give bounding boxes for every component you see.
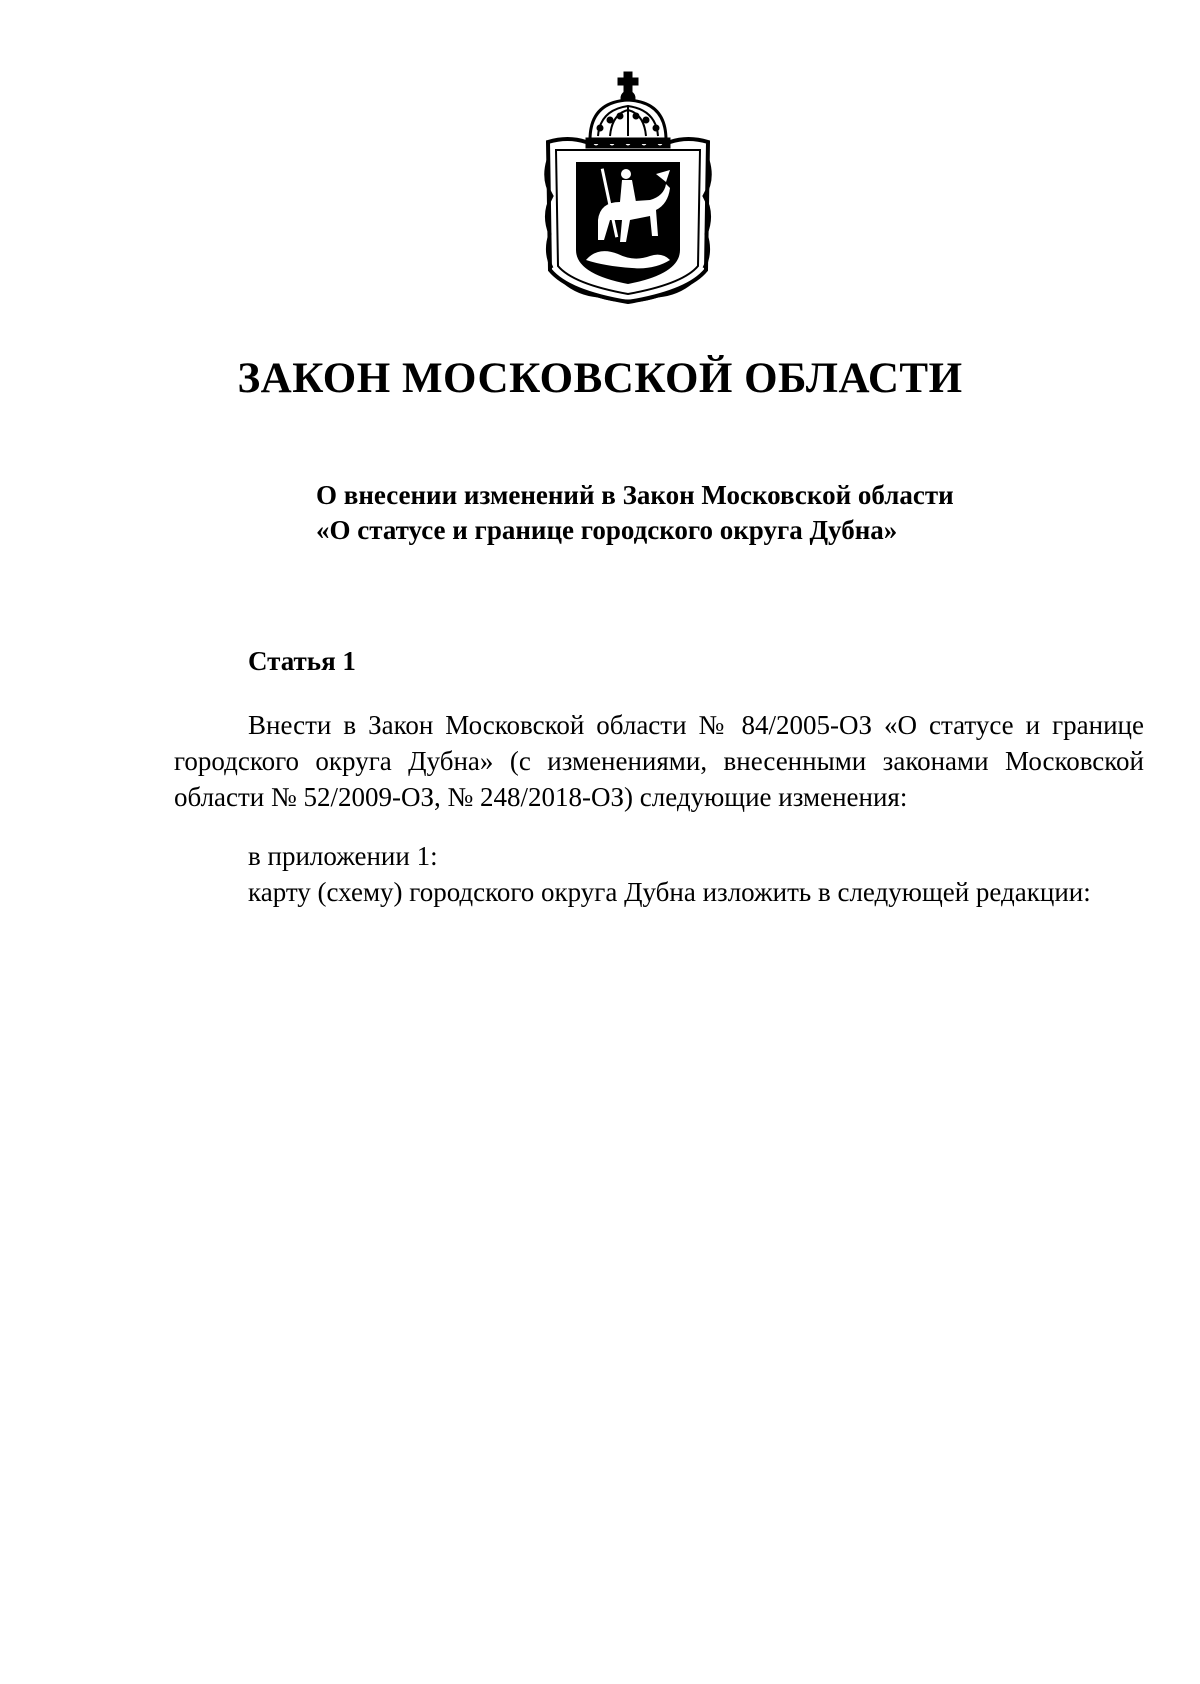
coat-of-arms-icon	[538, 70, 718, 306]
change-text: карту (схему) городского округа Дубна изложить в следующей редакции:	[248, 877, 1091, 907]
change-block	[248, 838, 1091, 910]
article-body-line: Внести в Закон Московской области № 84/2005-ОЗ «О статусе и границе	[248, 710, 1144, 740]
article-body-line: области № 52/2009-ОЗ, № 248/2018-ОЗ) следующие изменения:	[174, 782, 908, 812]
article-heading: Статья 1	[248, 646, 356, 676]
document-subtitle	[316, 478, 954, 548]
article-body	[174, 707, 1144, 815]
document-title: ЗАКОН МОСКОВСКОЙ ОБЛАСТИ	[237, 355, 963, 402]
article-body-line: городского округа Дубна» (с изменениями, внесенными законами Московской	[174, 746, 1144, 776]
subtitle-line-1: О внесении изменений в Закон Московской области	[316, 480, 954, 510]
change-intro: в приложении 1:	[248, 841, 438, 871]
subtitle-line-2: «О статусе и границе городского округа Дубна»	[316, 515, 898, 545]
